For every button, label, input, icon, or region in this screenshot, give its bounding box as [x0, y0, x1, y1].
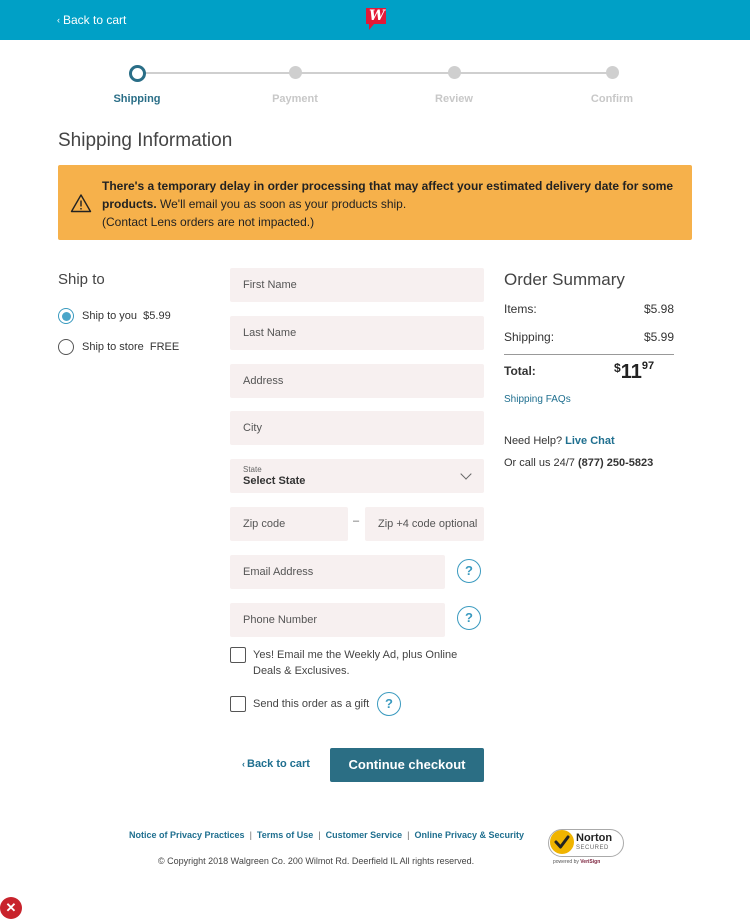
order-summary-title: Order Summary — [504, 270, 625, 289]
city-field[interactable] — [230, 411, 484, 445]
weekly-ad-label[interactable] — [253, 647, 457, 679]
items-label: Items: — [504, 302, 537, 316]
shipping-faqs-link[interactable]: Shipping FAQs — [504, 394, 571, 405]
call-us-text — [504, 457, 653, 469]
email-placeholder: Email Address — [243, 566, 314, 578]
walgreens-logo[interactable] — [364, 6, 388, 32]
shipping-value: $5.99 — [643, 330, 674, 344]
first-name-placeholder: First Name — [243, 279, 297, 291]
weekly-ad-line1: Yes! Email me the Weekly Ad, plus Online — [253, 649, 458, 661]
total-label: Total: — [504, 364, 536, 378]
customer-service-link[interactable]: Customer Service — [325, 830, 403, 840]
alert-body-text: We'll email you as soon as your products ship. — [156, 197, 407, 211]
live-chat-link[interactable]: Live Chat — [565, 435, 615, 447]
back-to-cart-label: Back to cart — [63, 13, 127, 27]
zip-plus4-placeholder: Zip +4 code optional — [378, 518, 478, 530]
back-to-cart-link[interactable] — [57, 13, 126, 27]
need-help-label: Need Help? — [504, 435, 563, 447]
phone-help-icon[interactable]: ? — [457, 606, 481, 630]
items-value: $5.98 — [643, 302, 674, 316]
ship-to-you-label[interactable] — [82, 310, 171, 322]
last-name-placeholder: Last Name — [243, 327, 297, 339]
total-currency: $ — [614, 361, 621, 375]
support-phone-number[interactable]: (877) 250-5823 — [577, 457, 654, 469]
call-label: Or call us 24/7 — [504, 457, 575, 469]
items-row — [504, 302, 674, 316]
step-marker-payment — [289, 66, 302, 79]
ship-to-store-text: Ship to store — [82, 341, 144, 353]
weekly-ad-checkbox[interactable] — [230, 647, 246, 663]
copyright-text: © Copyright 2018 Walgreen Co. 200 Wilmot Rd. Deerfield IL All rights reserved. — [158, 856, 475, 866]
total-dollars: 11 — [620, 361, 642, 383]
back-to-cart-bottom-label: Back to cart — [247, 758, 310, 770]
warning-triangle-icon — [70, 193, 92, 213]
terms-of-use-link[interactable]: Terms of Use — [256, 830, 314, 840]
progress-track — [142, 72, 610, 74]
phone-field[interactable] — [230, 603, 445, 637]
need-help-text — [504, 435, 615, 447]
privacy-practices-link[interactable]: Notice of Privacy Practices — [129, 830, 245, 840]
norton-name: Norton — [576, 832, 613, 844]
address-field[interactable] — [230, 364, 484, 398]
page-title: Shipping Information — [58, 130, 233, 151]
phone-placeholder: Phone Number — [243, 614, 317, 626]
ship-to-store-label[interactable] — [82, 341, 179, 353]
step-label-confirm: Confirm — [590, 93, 634, 105]
step-label-shipping: Shipping — [113, 93, 161, 105]
error-close-icon[interactable]: ✕ — [0, 897, 22, 919]
summary-divider — [504, 354, 674, 355]
first-name-field[interactable] — [230, 268, 484, 302]
total-cents: 97 — [641, 360, 655, 372]
step-label-review: Review — [435, 93, 473, 105]
ship-to-you-text: Ship to you — [82, 310, 138, 322]
ship-to-store-price: FREE — [149, 341, 180, 353]
alert-message — [102, 177, 682, 231]
norton-powered-label: powered by — [553, 859, 579, 865]
gift-help-icon[interactable]: ? — [377, 692, 401, 716]
footer-separator: | — [407, 830, 410, 840]
email-field[interactable] — [230, 555, 445, 589]
address-placeholder: Address — [243, 375, 284, 387]
total-value — [614, 361, 654, 384]
ship-to-you-price: $5.99 — [143, 310, 171, 322]
chevron-left-icon: ‹ — [57, 15, 60, 25]
state-label: State — [243, 465, 262, 474]
online-privacy-link[interactable]: Online Privacy & Security — [414, 830, 525, 840]
state-select[interactable] — [230, 459, 484, 493]
step-marker-shipping — [129, 65, 146, 82]
step-marker-confirm — [606, 66, 619, 79]
zip-code-field[interactable] — [230, 507, 348, 541]
processing-delay-alert — [58, 165, 692, 240]
norton-powered-text — [553, 859, 600, 865]
ship-to-heading: Ship to — [58, 271, 105, 288]
zip-separator: – — [353, 515, 360, 527]
email-help-icon[interactable]: ? — [457, 559, 481, 583]
shipping-row — [504, 330, 674, 344]
ship-to-you-radio[interactable] — [58, 308, 74, 324]
logo-letter: W — [369, 8, 385, 24]
last-name-field[interactable] — [230, 316, 484, 350]
ship-to-store-radio[interactable] — [58, 339, 74, 355]
footer-separator: | — [318, 830, 321, 840]
alert-bold-text: There's a temporary delay in order processing that may affect your estimated delivery date for some products. — [102, 179, 674, 211]
norton-check-icon — [550, 830, 574, 854]
city-placeholder: City — [243, 422, 262, 434]
gift-checkbox[interactable] — [230, 696, 246, 712]
zip-code-placeholder: Zip code — [243, 518, 286, 530]
footer-links — [129, 830, 524, 840]
footer-separator: | — [249, 830, 252, 840]
alert-note: (Contact Lens orders are not impacted.) — [102, 215, 315, 229]
gift-label[interactable]: Send this order as a gift — [253, 698, 370, 710]
weekly-ad-line2: Deals & Exclusives. — [253, 665, 350, 677]
step-label-payment: Payment — [272, 93, 318, 105]
chevron-left-small-icon: ‹ — [242, 759, 245, 769]
norton-verisign: VeriSign — [580, 859, 601, 865]
zip-plus4-field[interactable] — [365, 507, 484, 541]
state-selected-value: Select State — [243, 475, 306, 487]
continue-checkout-button[interactable]: Continue checkout — [330, 748, 484, 782]
shipping-label: Shipping: — [504, 330, 555, 344]
norton-secured-badge[interactable] — [546, 826, 626, 870]
back-to-cart-bottom-link[interactable] — [242, 758, 310, 770]
step-marker-review — [448, 66, 461, 79]
norton-secured-text: SECURED — [576, 845, 609, 851]
chevron-down-icon — [460, 468, 471, 479]
